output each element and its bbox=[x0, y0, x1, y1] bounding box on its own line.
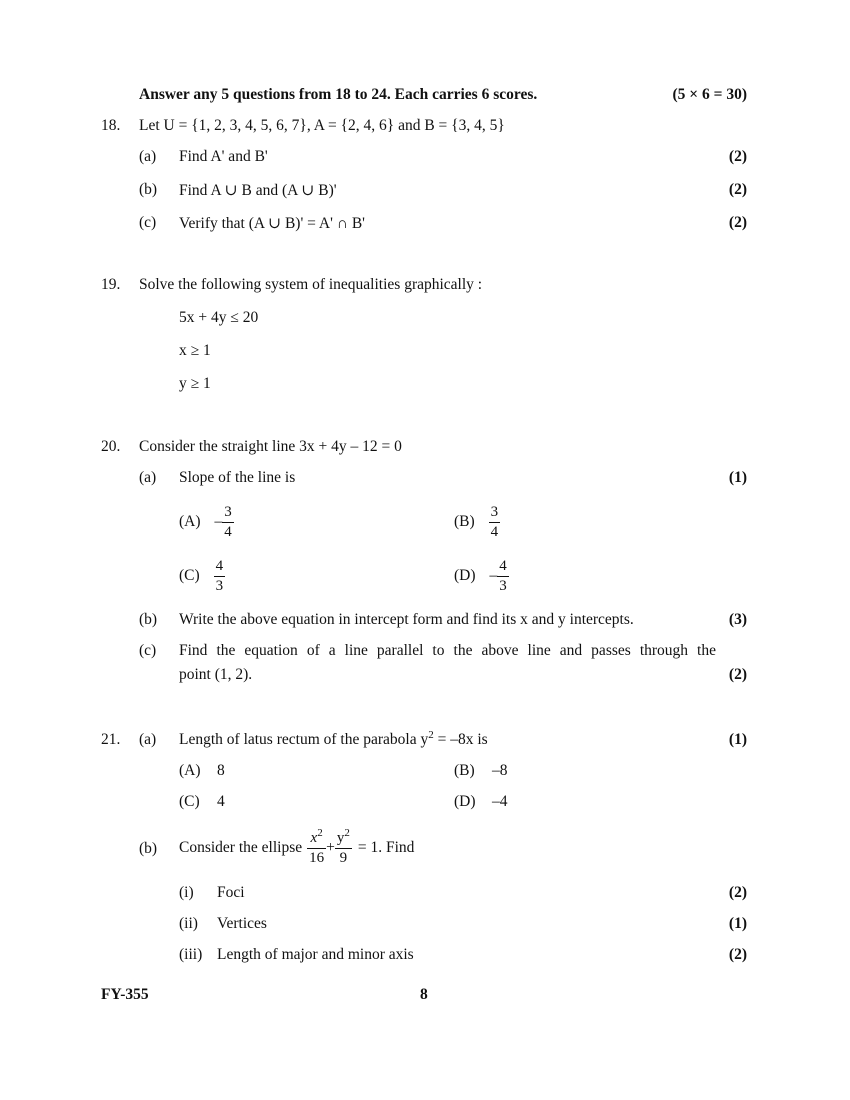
q21-option-c-label: (C) bbox=[179, 793, 200, 810]
q21-part-b-stem bbox=[179, 824, 414, 872]
q21-subpart-i-text: Foci bbox=[217, 884, 245, 901]
q18-part-c-label: (c) bbox=[139, 214, 157, 231]
question-number-19: 19. bbox=[101, 276, 121, 293]
option-label: (A) bbox=[179, 513, 201, 530]
q21-option-d-value: –4 bbox=[492, 793, 508, 810]
page-number: 8 bbox=[420, 986, 428, 1003]
paper-code: FY-355 bbox=[101, 986, 149, 1003]
q20-part-c-text-line2: point (1, 2). bbox=[179, 666, 253, 683]
q21-subpart-ii-label: (ii) bbox=[179, 915, 198, 932]
q20-option-b bbox=[454, 502, 500, 542]
fraction-numerator: 4 bbox=[497, 557, 509, 577]
question-20-stem: Consider the straight line 3x + 4y – 12 = 0 bbox=[139, 438, 402, 455]
inequality-3: y ≥ 1 bbox=[179, 375, 211, 392]
inequality-2: x ≥ 1 bbox=[179, 342, 211, 359]
ellipse-fraction-x bbox=[307, 826, 326, 868]
q20-part-a-marks: (1) bbox=[728, 469, 747, 486]
q18-part-b-text: Find A ∪ B and (A ∪ B)' bbox=[179, 182, 337, 199]
q18-part-c-marks: (2) bbox=[728, 214, 747, 231]
question-19-stem: Solve the following system of inequalities graphically : bbox=[139, 276, 483, 293]
q21-part-a-label: (a) bbox=[139, 731, 157, 748]
ellipse-text-pre: Consider the ellipse bbox=[179, 839, 303, 856]
section-instruction: Answer any 5 questions from 18 to 24. Each carries 6 scores. bbox=[139, 86, 538, 103]
parabola-exponent: 2 bbox=[428, 729, 434, 741]
q18-part-a-marks: (2) bbox=[728, 148, 747, 165]
option-fraction bbox=[497, 557, 509, 596]
ellipse-fraction-y bbox=[335, 826, 352, 868]
q20-part-c-marks: (2) bbox=[728, 666, 747, 683]
q21-subpart-i-marks: (2) bbox=[728, 884, 747, 901]
q20-option-c bbox=[179, 556, 225, 596]
option-fraction bbox=[222, 503, 234, 542]
option-label: (C) bbox=[179, 567, 200, 584]
q20-part-b-label: (b) bbox=[139, 611, 158, 628]
parabola-text-post: = –8x is bbox=[433, 731, 488, 748]
fraction-denominator: 16 bbox=[309, 849, 325, 866]
option-label: (D) bbox=[454, 567, 476, 584]
fraction-denominator: 9 bbox=[339, 849, 348, 866]
inequality-1: 5x + 4y ≤ 20 bbox=[179, 309, 259, 326]
ellipse-text-post: = 1. Find bbox=[357, 839, 415, 856]
option-fraction bbox=[214, 557, 226, 596]
q20-part-b-marks: (3) bbox=[728, 611, 747, 628]
fraction-numerator: $y^2$ bbox=[335, 829, 352, 849]
q20-part-a-label: (a) bbox=[139, 469, 157, 486]
option-sign: – bbox=[489, 567, 498, 584]
fraction-numerator: $x^2$ bbox=[307, 829, 326, 849]
q21-subpart-i-label: (i) bbox=[179, 884, 194, 901]
fraction-numerator: 3 bbox=[222, 503, 234, 523]
q18-part-b-marks: (2) bbox=[728, 181, 747, 198]
q21-option-b-label: (B) bbox=[454, 762, 475, 779]
q20-option-d bbox=[454, 556, 509, 596]
q20-part-c-label: (c) bbox=[139, 642, 157, 659]
q21-subpart-ii-text: Vertices bbox=[217, 915, 267, 932]
question-18-stem: Let U = {1, 2, 3, 4, 5, 6, 7}, A = {2, 4, 6} and B = {3, 4, 5} bbox=[139, 117, 505, 134]
q18-part-c-text: Verify that (A ∪ B)' = A' ∩ B' bbox=[179, 215, 365, 232]
option-fraction bbox=[489, 503, 501, 542]
q20-part-b-text: Write the above equation in intercept form and find its x and y intercepts. bbox=[179, 611, 634, 628]
q21-part-a-marks: (1) bbox=[728, 731, 747, 748]
fraction-denominator: 4 bbox=[490, 523, 499, 540]
question-number-18: 18. bbox=[101, 117, 121, 134]
q21-part-b-label: (b) bbox=[139, 840, 158, 857]
q21-option-d-label: (D) bbox=[454, 793, 476, 810]
q21-option-c-value: 4 bbox=[217, 793, 225, 810]
q20-part-a-text: Slope of the line is bbox=[179, 469, 296, 486]
q21-part-a-text bbox=[179, 731, 488, 749]
q21-subpart-iii-text: Length of major and minor axis bbox=[217, 946, 414, 963]
q21-subpart-ii-marks: (1) bbox=[728, 915, 747, 932]
q21-subpart-iii-marks: (2) bbox=[728, 946, 747, 963]
option-label: (B) bbox=[454, 513, 475, 530]
fraction-denominator: 3 bbox=[215, 577, 224, 594]
plus-sign: + bbox=[326, 839, 335, 856]
q21-option-b-value: –8 bbox=[492, 762, 508, 779]
option-sign: – bbox=[214, 513, 223, 530]
fraction-numerator: 3 bbox=[489, 503, 501, 523]
parabola-text-pre: Length of latus rectum of the parabola y bbox=[179, 731, 429, 748]
fraction-denominator: 3 bbox=[499, 577, 507, 594]
q20-part-c-text-line1: Find the equation of a line parallel to the above line and passes through the bbox=[179, 642, 716, 659]
question-number-21: 21. bbox=[101, 731, 121, 748]
q21-option-a-label: (A) bbox=[179, 762, 201, 779]
fraction-numerator: 4 bbox=[214, 557, 226, 577]
q18-part-b-label: (b) bbox=[139, 181, 158, 198]
q18-part-a-label: (a) bbox=[139, 148, 157, 165]
fraction-denominator: 4 bbox=[224, 523, 232, 540]
section-total-marks: (5 × 6 = 30) bbox=[672, 86, 747, 103]
q18-part-a-text: Find A' and B' bbox=[179, 148, 268, 165]
q21-subpart-iii-label: (iii) bbox=[179, 946, 203, 963]
question-number-20: 20. bbox=[101, 438, 121, 455]
q20-option-a bbox=[179, 502, 234, 542]
q21-option-a-value: 8 bbox=[217, 762, 225, 779]
